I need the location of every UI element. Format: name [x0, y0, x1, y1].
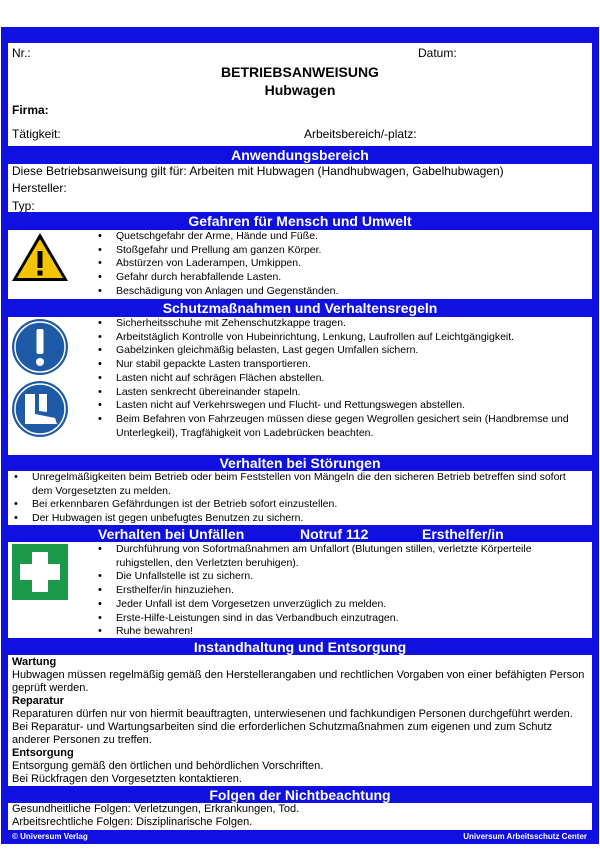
unfaelle-list [96, 543, 586, 639]
list-item: • Ersthelfer/in hinzuziehen. [96, 584, 586, 598]
reparatur-title: Reparatur [12, 695, 64, 707]
list-item: • Erste-Hilfe-Leistungen sind in das Verbandbuch einzutragen. [96, 612, 586, 626]
general-mandatory-icon [11, 318, 69, 376]
list-item: • Durchführung von Sofortmaßnahmen am Unfallort (Blutungen stillen, verletzte Körperteile ruhigstellen, den Verletzten beruhigen). [96, 543, 586, 570]
section-header-gefahren: Gefahren für Mensch und Umwelt [8, 213, 592, 229]
list-item: • Jeder Unfall ist dem Vorgesetzen unverzüglich zu melden. [96, 598, 586, 612]
stoerungen-list [12, 471, 588, 526]
anwendungsbereich-text: Diese Betriebsanweisung gilt für: Arbeiten mit Hubwagen (Handhubwagen, Gabelhubwagen) [12, 164, 504, 178]
datum-label: Datum: [418, 46, 457, 60]
arbeitsbereich-label: Arbeitsbereich/-platz: [304, 127, 417, 141]
list-item: • Lasten senkrecht übereinander stapeln. [96, 386, 586, 400]
list-item: • Unregelmäßigkeiten beim Betrieb oder beim Feststellen von Mängeln die den sicheren Betrieb betreffen sind sofort dem Vorgesetzten zu melden. [12, 471, 588, 498]
section-header-schutz: Schutzmaßnahmen und Verhaltensregeln [8, 300, 592, 316]
wartung-title: Wartung [12, 656, 57, 668]
section-header-instandhaltung: Instandhaltung und Entsorgung [8, 639, 592, 655]
section-header-anwendungsbereich: Anwendungsbereich [8, 147, 592, 163]
list-item: • Abstürzen von Laderampen, Umkippen. [96, 257, 586, 271]
footer-left: © Universum Verlag [12, 832, 88, 841]
schutz-list [96, 317, 586, 440]
reparatur-text: Reparaturen dürfen nur von hiermit beauftragten, unterwiesenen und fachkundigen Personen durchgeführt werden. Bei Reparatur- und Wartungsarbeiten sind die erforderlichen Schutzmaßnahmen zum eigenen und zum Schutz anderer Personen zu treffen. [12, 708, 573, 746]
first-aid-icon [12, 544, 68, 600]
list-item: • Bei erkennbaren Gefährdungen ist der Betrieb sofort einzustellen. [12, 498, 588, 512]
hersteller-label: Hersteller: [12, 181, 67, 195]
list-item: • Gabelzinken gleichmäßig belasten, Last gegen Umfallen sichern. [96, 344, 586, 358]
gefahren-list [96, 230, 586, 299]
list-item: • Gefahr durch herabfallende Lasten. [96, 271, 586, 285]
list-item: • Stoßgefahr und Prellung am ganzen Körper. [96, 244, 586, 258]
ersthelfer-label: Ersthelfer/in [422, 526, 504, 542]
page-subtitle: Hubwagen [264, 82, 336, 98]
folgen-line2: Arbeitsrechtliche Folgen: Disziplinarische Folgen. [12, 816, 253, 828]
list-item: • Lasten nicht auf schrägen Flächen abstellen. [96, 372, 586, 386]
nr-label: Nr.: [12, 46, 31, 60]
footer-right: Universum Arbeitsschutz Center [463, 832, 587, 841]
entsorgung-line2: Bei Rückfragen den Vorgesetzten kontaktieren. [12, 773, 242, 785]
list-item: • Arbeitstäglich Kontrolle von Hubeinrichtung, Lenkung, Laufrollen auf Leichtgängigkeit. [96, 331, 586, 345]
list-item: • Beschädigung von Anlagen und Gegenständen. [96, 285, 586, 299]
list-item: • Quetschgefahr der Arme, Hände und Füße. [96, 230, 586, 244]
wartung-text: Hubwagen müssen regelmäßig gemäß den Herstellerangaben und rechtlichen Vorgaben von einer befähigten Person geprüft werden. [12, 669, 585, 694]
notruf-label: Notruf 112 [300, 526, 369, 542]
entsorgung-title: Entsorgung [12, 747, 74, 759]
section-header-unfaelle [8, 526, 592, 542]
list-item: • Lasten nicht auf Verkehrswegen und Flucht- und Rettungswegen abstellen. [96, 399, 586, 413]
list-item: • Der Hubwagen ist gegen unbefugtes Benutzen zu sichern. [12, 512, 588, 526]
typ-label: Typ: [12, 199, 35, 213]
section-header-folgen: Folgen der Nichtbeachtung [8, 787, 592, 803]
list-item: • Die Unfallstelle ist zu sichern. [96, 570, 586, 584]
folgen-line1: Gesundheitliche Folgen: Verletzungen, Erkrankungen, Tod. [12, 803, 300, 815]
list-item: • Nur stabil gepackte Lasten transportieren. [96, 358, 586, 372]
unfaelle-title: Verhalten bei Unfällen [98, 526, 245, 542]
taetigkeit-label: Tätigkeit: [12, 127, 61, 141]
firma-label: Firma: [12, 103, 49, 117]
page-title: BETRIEBSANWEISUNG [221, 64, 379, 80]
section-header-stoerungen: Verhalten bei Störungen [8, 455, 592, 471]
list-item: • Sicherheitsschuhe mit Zehenschutzkappe tragen. [96, 317, 586, 331]
list-item: • Beim Befahren von Fahrzeugen müssen diese gegen Wegrollen gesichert sein (Handbremse und Unterlegkeil), Tragfähigkeit von Ladebrücken beachten. [96, 413, 586, 440]
entsorgung-line1: Entsorgung gemäß den örtlichen und behördlichen Vorschriften. [12, 760, 324, 772]
safety-shoes-icon [11, 380, 69, 438]
list-item: • Ruhe bewahren! [96, 625, 586, 639]
warning-triangle-icon [10, 231, 70, 283]
